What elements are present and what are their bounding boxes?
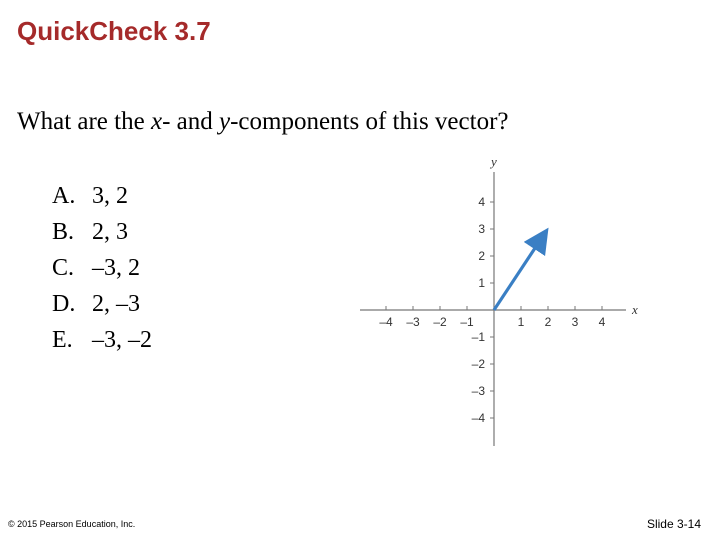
question-part3: -components of this vector? [230,108,509,135]
option-text: –3, –2 [92,327,152,353]
question-y-var: y [218,108,231,135]
x-tick-label: –3 [406,315,420,329]
question-part2: - and [162,108,219,135]
question-x-var: x [150,108,163,135]
x-tick-label: 3 [571,315,579,329]
x-tick-label: –1 [460,315,474,329]
x-tick-label: 1 [517,315,525,329]
answer-options [52,178,152,358]
option-letter: D. [52,291,76,317]
option-e[interactable] [52,322,152,358]
question-text [17,108,509,136]
y-tick-label: 1 [478,276,485,290]
y-tick-label: 2 [478,249,485,263]
vector-arrow [494,233,545,310]
option-text: 3, 2 [92,183,128,209]
option-a[interactable] [52,178,152,214]
slide-number: Slide 3-14 [646,517,701,531]
option-text: 2, –3 [92,291,140,317]
option-b[interactable] [52,214,152,250]
option-letter: E. [52,327,73,353]
y-tick-label: –4 [471,411,485,425]
option-letter: C. [52,255,75,281]
option-letter: B. [52,219,75,245]
y-tick-label: 3 [478,222,485,236]
vector-graph [358,152,658,452]
option-text: –3, 2 [92,255,140,281]
x-tick-label: –2 [433,315,447,329]
x-tick-label: 4 [598,315,606,329]
option-text: 2, 3 [92,219,128,245]
y-tick-label: –2 [471,357,485,371]
y-tick-label: –3 [471,384,485,398]
y-tick-label: 4 [478,195,485,209]
option-d[interactable] [52,286,152,322]
copyright-text: © 2015 Pearson Education, Inc. [8,519,136,529]
x-tick-label: 2 [544,315,552,329]
y-tick-label: –1 [471,330,485,344]
y-axis-label: y [491,154,497,169]
slide-title: QuickCheck 3.7 [17,16,211,46]
option-letter: A. [52,183,76,209]
option-c[interactable] [52,250,152,286]
question-part1: What are the [17,108,151,135]
x-tick-label: –4 [379,315,393,329]
x-axis-label: x [632,302,638,317]
